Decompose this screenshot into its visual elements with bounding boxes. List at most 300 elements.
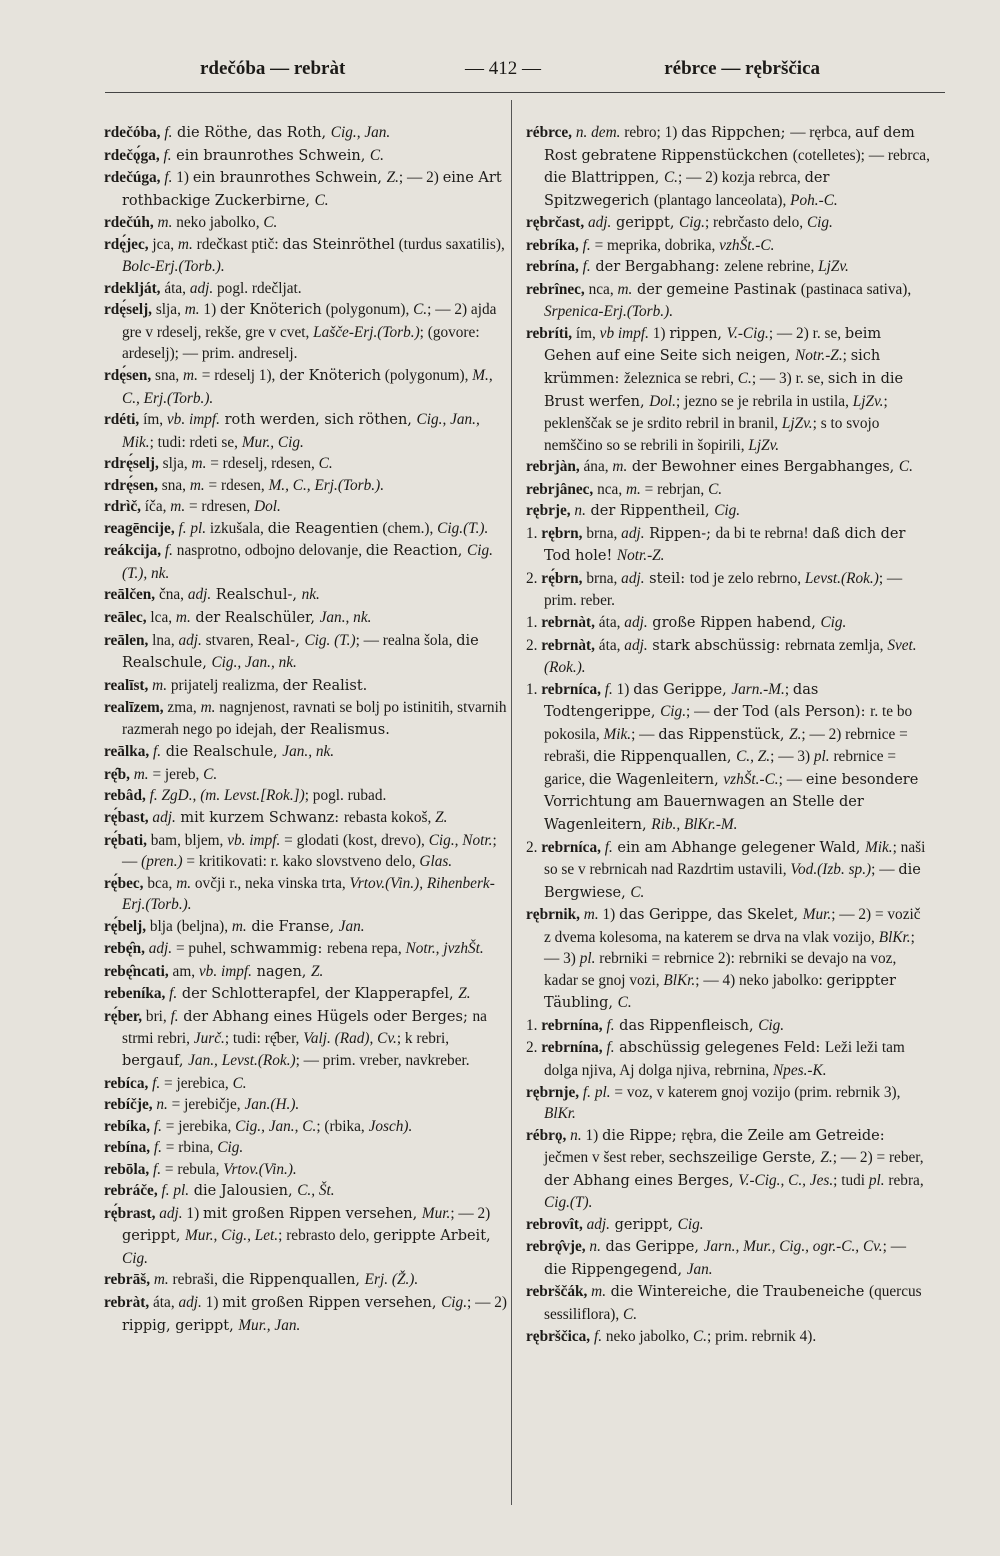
entry-text: adj. <box>144 940 173 958</box>
dictionary-entry <box>104 234 509 278</box>
entry-headword: rebrníca, <box>541 838 601 856</box>
left-column <box>104 122 509 1337</box>
entry-text: M., C., Erj.(Torb.). <box>268 476 385 494</box>
entry-text: daß dich der Tod hole! <box>544 525 906 565</box>
entry-text: adj. <box>621 569 645 587</box>
entry-text: n. <box>570 502 586 520</box>
entry-headword: rebrînec, <box>526 280 585 298</box>
entry-text: ; — 3) <box>770 748 814 766</box>
entry-text: bca, <box>143 874 177 892</box>
entry-text: Jan.(H.). <box>244 1096 300 1114</box>
entry-text: Cig., Jan., nk. <box>211 654 297 672</box>
entry-text: nk. <box>301 586 320 604</box>
dictionary-entry <box>104 1180 509 1203</box>
entry-text: Jurč. <box>193 1030 225 1048</box>
entry-text: vzhŠt.-C. <box>723 770 779 788</box>
entry-text: blja (beljna), <box>146 917 232 935</box>
entry-text: n. dem. <box>572 124 621 141</box>
entry-text: sich krümmen: <box>544 348 881 388</box>
entry-headword: rebríti, <box>526 324 573 342</box>
entry-text: nasprotno, odbojno delovanje, <box>172 542 366 560</box>
entry-text: der Realist. <box>282 677 368 694</box>
entry-headword: reālec, <box>104 609 147 627</box>
entry-text: m. <box>176 874 192 892</box>
entry-text: die Reaction, <box>365 543 467 560</box>
entry-text: m. <box>183 367 198 385</box>
dictionary-entry <box>104 983 509 1006</box>
entry-text: Jan., nk. <box>282 743 335 761</box>
entry-text: ; tudi <box>833 1171 869 1189</box>
entry-text: = rdesen, <box>204 476 269 494</box>
entry-text: f. <box>600 680 613 698</box>
entry-headword: rdrìč, <box>104 498 141 516</box>
entry-headword: rę́ber, <box>104 1007 143 1025</box>
entry-headword: reālčen, <box>104 586 156 604</box>
entry-text: ; naši so se v rebrnicah nad Razdrtim ustavili, <box>544 838 926 879</box>
entry-headword: rebràt, <box>104 1293 150 1311</box>
entry-text: 1. <box>526 680 542 698</box>
entry-text: Realschul-, <box>211 587 302 604</box>
entry-text: C. <box>898 458 913 476</box>
entry-text: C. <box>663 169 679 187</box>
entry-text: 2. <box>526 1039 542 1057</box>
entry-text: ; — 2) = reber, <box>832 1149 924 1167</box>
entry-text: am, <box>168 962 199 980</box>
entry-headword: rebrnàt, <box>541 614 595 632</box>
entry-headword: rebrníca, <box>541 680 601 698</box>
entry-text: C. <box>708 480 723 498</box>
column-divider <box>511 100 512 1505</box>
entry-text: auf dem Rost gebratene Rippenstückchen <box>544 125 915 164</box>
entry-text: jca, <box>148 235 178 253</box>
dictionary-entry <box>104 1292 509 1337</box>
entry-text: C. <box>369 146 384 164</box>
entry-text: C. <box>630 883 645 901</box>
entry-text: ; — <box>871 861 899 879</box>
entry-text: die Blattrippen, <box>544 170 664 187</box>
dictionary-entry <box>104 584 509 607</box>
entry-text: Cig. <box>758 1016 785 1034</box>
entry-text: = jerebika, <box>161 1117 236 1135</box>
entry-text: r. te bo pokosila, <box>544 703 913 743</box>
entry-text: Mur., Jan. <box>238 1316 301 1334</box>
entry-text: slja, <box>158 455 192 473</box>
entry-text: m. <box>150 1271 169 1289</box>
entry-text: Cig., Jan., C. <box>235 1117 317 1135</box>
entry-text: m. <box>170 498 186 516</box>
entry-text: gerippte Arbeit, <box>373 1228 491 1245</box>
dictionary-entry <box>104 630 509 675</box>
entry-text: Cig.(T.). <box>437 519 489 537</box>
entry-text: der Knöterich <box>220 302 322 319</box>
entry-headword: rdę́jec, <box>104 235 149 253</box>
dictionary-entry <box>526 1214 931 1237</box>
entry-text: der Spitzwegerich <box>544 170 830 209</box>
entry-text: (plantago lanceolata), <box>653 191 791 209</box>
entry-text: lca, <box>146 609 176 627</box>
entry-text: m. <box>175 609 191 627</box>
entry-text: gerippt, <box>122 1228 186 1245</box>
dictionary-entry <box>526 837 931 905</box>
entry-text: Cig., Jan., Mik. <box>122 411 480 451</box>
page-number: — 412 — <box>465 58 541 79</box>
dictionary-entry <box>526 679 931 837</box>
entry-text: Notr., jvzhŠt. <box>405 940 484 958</box>
entry-text: gerippt, <box>610 1216 678 1233</box>
entry-text: V.-Cig., C., Jes. <box>738 1171 834 1189</box>
entry-text: = rdeselj, rdesen, <box>206 455 319 473</box>
entry-text: = rdresen, <box>185 498 255 516</box>
dictionary-entry <box>104 1073 509 1095</box>
entry-headword: rebríka, <box>526 236 579 254</box>
entry-headword: rębrčast, <box>526 214 585 232</box>
entry-text: mit großen Rippen versehen, <box>203 1205 422 1222</box>
entry-text: die Jalousien, <box>189 1183 298 1200</box>
entry-text: n. <box>152 1096 168 1114</box>
entry-headword: reālka, <box>104 743 150 761</box>
entry-text: ; (rbika, <box>316 1117 369 1135</box>
entry-text: ein am Abhange gelegener Wald, <box>612 839 865 856</box>
entry-text: f. <box>602 1039 615 1057</box>
entry-text: m. <box>617 280 633 298</box>
entry-headword: rebrjàn, <box>526 458 580 476</box>
entry-text: adj. <box>624 614 648 632</box>
entry-text: Vrtov.(Vin.). <box>223 1160 297 1178</box>
dictionary-entry <box>526 904 931 1015</box>
entry-text: gerippt, <box>611 215 680 232</box>
entry-text: Rippen-; <box>644 525 716 542</box>
entry-text: gerippter Täubling, <box>544 972 896 1012</box>
entry-text: die Realschule, <box>161 744 283 761</box>
entry-text: V.-Cig. <box>726 324 769 342</box>
entry-text: áta, <box>594 636 625 654</box>
entry-text: C. <box>314 191 329 209</box>
entry-text: die Rippenquallen, <box>593 749 737 766</box>
entry-text: = rbina, <box>161 1139 218 1157</box>
entry-text: BlKr. <box>544 1105 576 1123</box>
entry-text: m. <box>625 480 641 498</box>
dictionary-entry <box>104 961 509 984</box>
dictionary-entry <box>526 612 931 635</box>
entry-text: die Wintereiche, die Traubeneiche <box>606 1284 869 1301</box>
entry-text: Jarn., Mur., Cig., ogr.-C., Cv. <box>703 1238 883 1256</box>
entry-text: Dol. <box>254 498 281 516</box>
entry-text: 1) <box>581 1126 603 1144</box>
dictionary-entry <box>104 409 509 453</box>
entry-headword: rebrovît, <box>526 1215 583 1233</box>
dictionary-entry <box>104 278 509 300</box>
entry-headword: rebrāš, <box>104 1271 151 1289</box>
entry-text: f. <box>161 542 173 560</box>
entry-text: Cig. <box>441 1293 468 1311</box>
entry-headword: rębrje, <box>526 502 571 520</box>
entry-text: Valj. (Rad), Cv. <box>303 1030 397 1048</box>
entry-headword: rdéti, <box>104 411 140 429</box>
entry-text: = jerebica, <box>160 1074 233 1092</box>
entry-text: BlKr. <box>878 928 911 946</box>
entry-text: die Rippe; <box>602 1127 682 1144</box>
entry-text: m. <box>231 917 247 935</box>
entry-text: ; <box>842 347 851 365</box>
entry-headword: rebráče, <box>104 1182 158 1200</box>
entry-headword: rébrce, <box>526 124 573 141</box>
entry-text: eine besondere Vorrichtung am Bauernwagen an Stelle der Wagenleitern, <box>544 771 919 833</box>
entry-text: ; s to svojo nemščino so se rebrili in šopirili, <box>544 415 880 454</box>
entry-text: pl. <box>868 1171 885 1189</box>
entry-text: 2. <box>526 636 542 654</box>
entry-text: m. <box>153 214 173 232</box>
entry-text: beim Gehen auf eine Seite sich neigen, <box>544 325 882 365</box>
entry-headword: realīzem, <box>104 699 164 717</box>
entry-text: rippen, <box>669 325 727 342</box>
entry-text: schwammig: <box>230 941 327 958</box>
entry-text: rębra, <box>681 1126 721 1144</box>
entry-text: ; peklenščak se je srdito rebril in branil, <box>544 392 888 433</box>
entry-text: íča, <box>140 498 171 516</box>
entry-text: Poh.-C. <box>790 191 838 209</box>
entry-text: pogl. rdečljat. <box>213 279 302 297</box>
dictionary-entry <box>104 1116 509 1138</box>
entry-text: C., Št. <box>297 1182 335 1200</box>
entry-headword: rdečǫ́ga, <box>104 146 160 164</box>
entry-text: m. <box>129 765 149 783</box>
entry-text: brna, <box>582 524 622 542</box>
entry-headword: rebrnína, <box>541 1016 603 1034</box>
entry-text: C. <box>692 1327 707 1345</box>
entry-text: Josch). <box>368 1117 413 1135</box>
entry-text: nagnjenost, ravnati se bolj po istinitih, stvarnih razmerah nego po idejah, <box>122 699 507 738</box>
entry-text: bergauf, <box>122 1052 189 1069</box>
entry-text: ; jezno se je rebrila in ustila, <box>676 392 853 410</box>
entry-headword: rebę̑n, <box>104 940 145 958</box>
entry-text: prijatelj realizma, <box>167 676 283 694</box>
running-head-right: rébrce — rębrščica <box>664 58 820 79</box>
entry-headword: rebâd, <box>104 787 146 805</box>
entry-text: Bolc-Erj.(Torb.). <box>122 258 225 276</box>
entry-text: adj. <box>178 1293 202 1311</box>
entry-text: vb. impf. <box>198 962 252 980</box>
entry-headword: rębrn, <box>541 524 583 542</box>
entry-text: die Rippenquallen, <box>221 1272 365 1289</box>
entry-text: vb. impf. <box>166 411 220 429</box>
entry-text: ein braunrothes Schwein, <box>192 170 387 187</box>
entry-text: Cig. <box>660 703 687 721</box>
entry-text: Npes.-K. <box>772 1061 827 1079</box>
entry-text: ; — <box>778 770 806 788</box>
dictionary-entry <box>104 741 509 764</box>
entry-text: m. <box>579 906 599 924</box>
entry-text: izkušala, <box>206 519 268 537</box>
entry-text: Cig. <box>820 614 847 632</box>
entry-text: C. <box>232 1074 247 1092</box>
entry-text: Jan. <box>686 1260 713 1278</box>
entry-text: Cig.(T.), nk. <box>122 542 493 582</box>
entry-text: lna, <box>148 631 179 649</box>
entry-text: f. <box>160 124 173 141</box>
entry-headword: rdečóba, <box>104 124 161 141</box>
entry-text: vb. impf. <box>227 831 281 849</box>
entry-text: C., Z. <box>736 748 771 766</box>
entry-text: steil: <box>644 570 690 587</box>
entry-text: neko jabolko, <box>172 214 264 232</box>
entry-text: Cig., Jan. <box>330 124 391 141</box>
dictionary-entry <box>104 1094 509 1116</box>
entry-text: sich in die Brust werfen, <box>544 371 904 410</box>
dictionary-entry <box>526 323 931 456</box>
entry-text: C. <box>263 214 278 232</box>
entry-text: der Abhang eines Hügels oder Berges; <box>178 1008 473 1025</box>
entry-text: das Steinröthel <box>282 236 395 253</box>
entry-text: f. <box>165 985 178 1003</box>
entry-text: die Röthe, das Roth, <box>172 125 331 141</box>
entry-text: der Bergabhang: <box>590 259 725 276</box>
entry-text: adj. <box>621 524 645 542</box>
entry-text: Mur., Cig. <box>241 433 304 451</box>
entry-text: f. <box>578 236 591 254</box>
entry-text: Cig. <box>679 214 705 232</box>
entry-text: áta, <box>160 279 190 297</box>
entry-text: stvaren, <box>201 631 258 649</box>
entry-text: = jereb, <box>148 765 204 783</box>
entry-text: Leži leži tam dolga njiva, Aj dolga njiva, rebrnina, <box>544 1039 905 1079</box>
entry-text: f. <box>590 1327 603 1345</box>
entry-text: LjZv. <box>748 436 780 454</box>
entry-text: f. <box>149 1160 162 1178</box>
entry-text: Vrtov.(Vin.), Rihenberk-Erj.(Torb.). <box>122 874 495 914</box>
entry-headword: rdeklját, <box>104 279 161 297</box>
right-column <box>526 122 931 1347</box>
header-rule <box>105 92 945 93</box>
entry-text: rebraši, <box>168 1271 222 1289</box>
entry-text: nca, <box>584 280 618 298</box>
entry-text: eine Art rothbackige Zuckerbirne, <box>122 170 502 209</box>
entry-text: 2. <box>526 569 542 587</box>
entry-text: rebrnata zemlja, <box>784 636 888 654</box>
dictionary-entry <box>104 675 509 698</box>
entry-text: Mur. <box>421 1204 451 1222</box>
entry-headword: rebrščák, <box>526 1283 588 1301</box>
entry-text: adj. <box>155 1204 183 1222</box>
entry-text: Rib., BlKr.-M. <box>651 815 738 833</box>
dictionary-entry <box>526 1236 931 1281</box>
entry-text: 1) <box>199 301 220 319</box>
entry-text: adj. <box>187 586 212 604</box>
entry-text: ; — 3) <box>544 928 915 968</box>
entry-text: Jarn.-M. <box>731 680 785 698</box>
entry-text: ; — 2) = vozič z dvema kolesoma, na katerem se drva na vlak vozijo, <box>544 906 921 946</box>
entry-headword: rebeníka, <box>104 985 166 1003</box>
entry-text: 2. <box>526 838 542 856</box>
entry-text: große Rippen habend, <box>647 615 821 632</box>
entry-text: slja, <box>152 301 185 319</box>
entry-text: sna, <box>157 476 190 494</box>
entry-text: mit kurzem Schwanz: <box>175 809 344 826</box>
entry-text: der Realschüler, <box>190 610 320 627</box>
entry-text: (turdus saxatilis), <box>394 235 505 253</box>
entry-text: das Rippchen; <box>681 125 791 141</box>
dictionary-entry <box>104 938 509 961</box>
entry-headword: rę̑b, <box>104 765 130 783</box>
entry-text: zelene rebrine, <box>724 258 819 276</box>
dictionary-entry <box>526 1082 931 1125</box>
dictionary-entry <box>526 1125 931 1214</box>
entry-headword: rę́bec, <box>104 874 144 892</box>
entry-text: ječmen v šest reber, <box>544 1149 669 1167</box>
entry-text: das Todtengerippe, <box>544 681 819 721</box>
entry-text: nagen, <box>252 963 312 980</box>
entry-text: Cig. <box>217 1139 244 1157</box>
entry-headword: rebę̑ncati, <box>104 962 169 980</box>
entry-text: ; — <box>631 725 659 743</box>
entry-text: LjZv. <box>852 392 884 410</box>
entry-text: = puhel, <box>172 940 231 958</box>
entry-text: 1) <box>172 169 193 187</box>
entry-headword: rę́belj, <box>104 917 147 935</box>
entry-text: bri, <box>142 1007 171 1025</box>
entry-text: = rdeselj 1), <box>197 367 280 385</box>
entry-text: LjZv. <box>781 415 813 433</box>
entry-text: f. <box>148 1074 161 1092</box>
entry-text: f. <box>150 1139 162 1157</box>
entry-text: f. <box>600 838 613 856</box>
entry-text: f. <box>160 169 173 187</box>
entry-text: = glodati (kost, drevo), <box>280 831 429 849</box>
entry-headword: rębrnik, <box>526 906 580 924</box>
entry-text: rippig, gerippt, <box>122 1317 239 1334</box>
entry-text: ; — 4) neko jabolko: <box>695 971 827 989</box>
entry-text: ; rebrasto delo, <box>278 1227 374 1245</box>
entry-text: adj. <box>148 808 176 826</box>
entry-text: Z. <box>789 725 802 743</box>
dictionary-entry <box>526 122 931 212</box>
entry-text: f. ZgD., (m. Levst.[Rok.]) <box>145 787 305 805</box>
entry-text: der Bewohner eines Bergabhanges, <box>627 459 899 476</box>
entry-text: das Gerippe, <box>600 1239 704 1256</box>
entry-headword: rebína, <box>104 1139 151 1157</box>
entry-text: die Realschule, <box>122 632 479 672</box>
entry-text: ; — 2) kozja rebrca, <box>678 169 805 187</box>
dictionary-entry <box>104 167 509 212</box>
entry-text: ; (govore: ardeselj); — prim. andreselj. <box>122 323 480 363</box>
dictionary-entry <box>104 830 509 873</box>
dictionary-entry <box>526 235 931 257</box>
entry-text: = rebula, <box>161 1160 224 1178</box>
entry-text: mit großen Rippen versehen, <box>222 1294 442 1311</box>
entry-text: Glas. <box>419 853 453 871</box>
entry-text: ím, <box>572 324 600 342</box>
entry-headword: rebíca, <box>104 1074 149 1092</box>
entry-text: stark abschüssig: <box>647 637 785 654</box>
entry-headword: rebrǫ̂vje, <box>526 1238 586 1256</box>
entry-text: rdečkast ptič: <box>192 235 283 253</box>
entry-text: 1. <box>526 1016 542 1034</box>
dictionary-entry <box>104 1137 509 1159</box>
entry-headword: rebíka, <box>104 1117 151 1135</box>
entry-headword: rę́brn, <box>541 569 583 587</box>
entry-text: C. <box>318 455 333 473</box>
entry-text: adj. <box>584 214 612 232</box>
dictionary-entry <box>104 916 509 939</box>
dictionary-entry <box>526 635 931 679</box>
entry-text: f. <box>159 146 172 164</box>
entry-text: Svet.(Rok.). <box>544 636 917 677</box>
entry-text: f. <box>150 1117 162 1135</box>
entry-text: ; — <box>122 831 497 871</box>
entry-text: das Rippenfleisch, <box>614 1017 759 1034</box>
dictionary-entry <box>104 453 509 475</box>
dictionary-entry <box>104 212 509 234</box>
entry-text: Mik. <box>865 838 893 856</box>
